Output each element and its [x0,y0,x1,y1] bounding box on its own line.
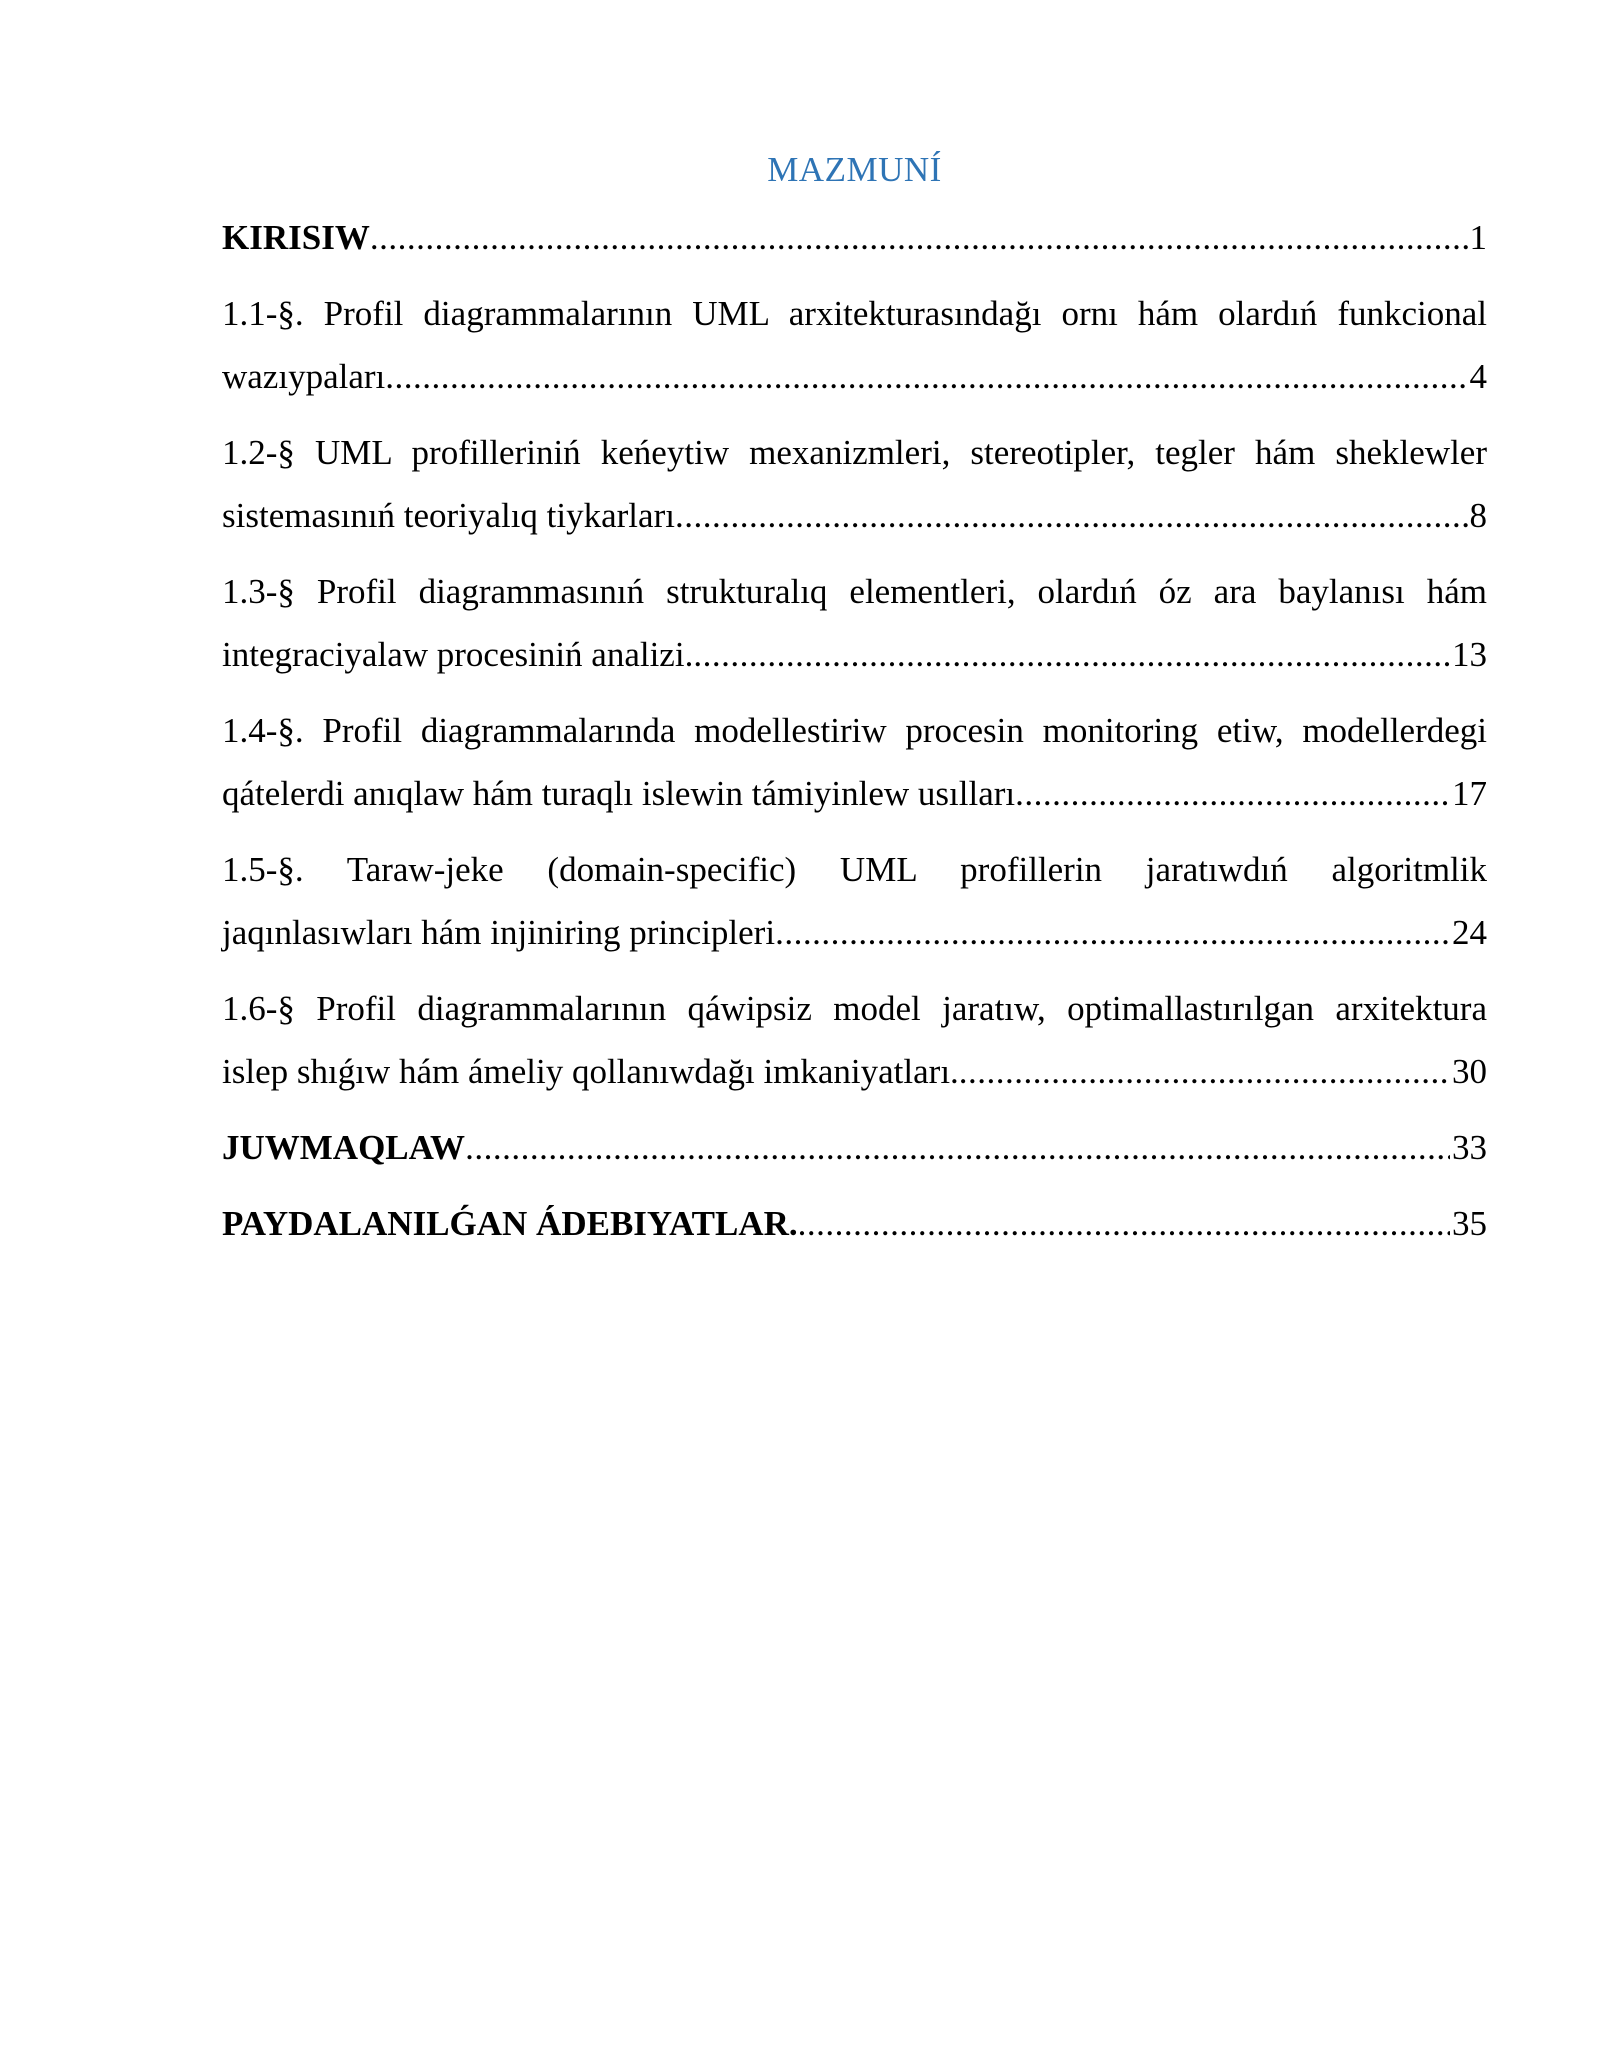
toc-entry-label: sistemasınıń teoriyalıq tiykarları [222,496,675,535]
toc-entry-label: integraciyalaw procesiniń analizi. [222,635,694,674]
toc-entry-first-line: 1.2-§ UML profilleriniń keńeytiw mexanizmleri, stereotipler, tegler hám sheklewler [222,433,1487,472]
toc-entry-label: KIRISIW [222,218,370,257]
dot-leader [775,901,1450,964]
toc-entry-label: JUWMAQLAW [222,1128,466,1167]
toc-entry-line [222,623,1487,686]
toc-page-number: 24 [1452,913,1487,952]
table-of-contents [222,144,1487,1268]
dot-leader [385,345,1467,408]
toc-entry-1-5[interactable] [222,838,1487,964]
toc-entry-first-line: 1.5-§. Taraw-jeke (domain-specific) UML profillerin jaratıwdıń algoritmlik [222,850,1487,889]
toc-page-number: 13 [1452,635,1487,674]
dot-leader [675,484,1468,547]
toc-page-number: 35 [1452,1204,1487,1243]
toc-entry-first-line: 1.6-§ Profil diagrammalarının qáwipsiz model jaratıw, optimallastırılgan arxitektura [222,989,1487,1028]
toc-entry-juwmaqlaw[interactable] [222,1116,1487,1179]
toc-entry-references[interactable] [222,1192,1487,1255]
toc-entry-label: islep shıǵıw hám ámeliy qollanıwdağı imkaniyatları. [222,1052,959,1091]
toc-entry-1-3[interactable] [222,560,1487,686]
dot-leader [465,1116,1450,1179]
toc-entry-label: wazıypaları [222,357,386,396]
toc-entry-line [222,206,1487,269]
toc-entry-label: PAYDALANILǴAN ÁDEBIYATLAR. [222,1204,798,1243]
dot-leader [370,206,1468,269]
toc-entry-kirisiw[interactable] [222,206,1487,269]
toc-entry-line [222,1116,1487,1179]
toc-page-number: 8 [1469,496,1487,535]
toc-entry-line [222,1192,1487,1255]
toc-entry-first-line: 1.1-§. Profil diagrammalarının UML arxitekturasındağı ornı hám olardıń funkcional [222,294,1487,333]
toc-entry-1-1[interactable] [222,282,1487,408]
toc-entry-label: jaqınlasıwları hám injiniring principleri [222,913,776,952]
toc-entry-line [222,1040,1487,1103]
dot-leader [1015,762,1450,825]
toc-page-number: 1 [1469,218,1487,257]
dot-leader [798,1192,1450,1255]
toc-entry-1-4[interactable] [222,699,1487,825]
toc-page-number: 30 [1452,1052,1487,1091]
toc-entry-line [222,484,1487,547]
toc-entry-first-line: 1.4-§. Profil diagrammalarında modellestiriw procesin monitoring etiw, modellerdegi [222,711,1487,750]
toc-entry-label: qátelerdi anıqlaw hám turaqlı islewin támiyinlew usılları [222,774,1016,813]
toc-entry-1-2[interactable] [222,421,1487,547]
toc-entry-line [222,345,1487,408]
toc-page-number: 4 [1469,357,1487,396]
toc-entry-line [222,901,1487,964]
toc-page-number: 17 [1452,774,1487,813]
toc-title: MAZMUNÍ [767,150,942,189]
toc-entry-first-line: 1.3-§ Profil diagrammasınıń strukturalıq elementleri, olardıń óz ara baylanısı hám [222,572,1487,611]
toc-entry-line [222,762,1487,825]
toc-page-number: 33 [1452,1128,1487,1167]
toc-entry-1-6[interactable] [222,977,1487,1103]
dot-leader [693,623,1450,686]
dot-leader [959,1040,1450,1103]
